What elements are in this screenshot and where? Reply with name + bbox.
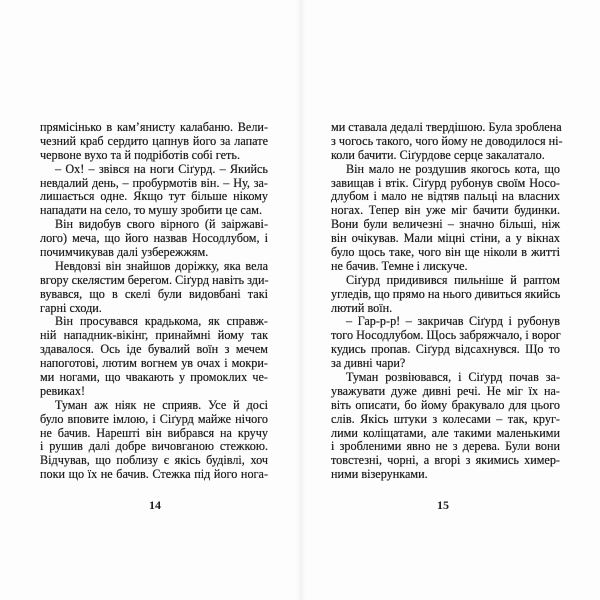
text-line: лими коліщатами, але такими маленькими: [331, 425, 560, 440]
book-gutter: [296, 0, 306, 600]
text-line: він очікував. Мали міцні стіни, а у вікнах: [331, 231, 560, 246]
text-line: червоне вухо та й подріботів собі геть.: [40, 147, 240, 162]
text-line: ними візерунками.: [331, 467, 428, 482]
text-line: – Гар-р-р! – закричав Сіґурд і рубонув: [346, 314, 560, 329]
text-line: і рушив далі добре вичовганою стежкою.: [40, 439, 268, 454]
left-page-text: [40, 121, 268, 482]
text-line: і зробленими явно не з дерева. Були вони: [331, 439, 560, 454]
text-line: було щось таке, чого він ще ніколи в житті: [331, 245, 560, 260]
text-line: Сіґурд придивився пильніше й раптом: [346, 272, 560, 287]
text-line: Відчував, що поблизу є якісь будівлі, хоч: [40, 453, 268, 468]
text-line: завищав і втік. Сіґурд рубонув своїм Носо-: [331, 175, 560, 190]
text-line: з чогось такого, чого йому не доводилося ні-: [331, 133, 563, 148]
text-line: лютий воїн.: [331, 300, 393, 315]
text-line: ній нападник-вікінг, принаймні йому так: [40, 328, 268, 343]
page-number-right: 15: [437, 498, 449, 512]
text-line: того Носодлубом. Щось забряжчало, і ворог: [331, 328, 561, 343]
text-line: Вони були величезні – значно більші, ніж: [331, 217, 560, 232]
text-line: длубом і мало не відтяв пальці на власних: [331, 189, 560, 204]
text-line: чезний краб сердито цапнув його за лапате: [40, 133, 268, 148]
text-line: – Ох! – звівся на ноги Сіґурд. – Якийсь: [55, 161, 268, 176]
text-line: кудись пропав. Сіґурд відсахнувся. Що то: [331, 342, 560, 357]
text-line: ми ставала дедалі твердішою. Була зроблена: [331, 120, 562, 134]
text-line: за дивні чари?: [331, 356, 406, 371]
page-number-left: 14: [149, 498, 161, 512]
text-line: було вповите імлою, і Сіґурд майже нічого: [40, 411, 268, 426]
text-line: нападати на село, то мушу зробити це сам.: [40, 203, 263, 218]
text-line: прямісінько в кам’янисту калабаню. Вели-: [40, 120, 268, 134]
text-line: Туман аж ніяк не сприяв. Усе й досі: [55, 397, 268, 412]
text-line: угледів, що прямо на нього дивиться якийсь: [331, 286, 561, 301]
text-line: товстезні, чорні, а вгорі з якимись химер-: [331, 453, 560, 468]
text-line: Він мало не роздушив якогось кота, що: [346, 161, 560, 176]
text-line: лишається одне. Якщо тут більше нікому: [40, 189, 268, 204]
right-page-text: [331, 120, 563, 482]
text-line: не бачив. Темне і лискуче.: [331, 258, 468, 273]
text-line: Туман розвіювався, і Сіґурд почав за-: [346, 370, 560, 385]
text-line: коли бачити. Сіґурдове серце закалатало.: [331, 147, 545, 162]
text-line: здавалося. Ось іде бувалий воїн з мечем: [40, 342, 268, 357]
text-line: уважувати дуже дивні речі. Не міг їх на-: [331, 383, 560, 398]
text-line: вувався, що в скелі були видовбані такі: [40, 286, 268, 301]
text-line: Він просувався крадькома, як справж-: [55, 314, 268, 329]
text-line: напоготові, лютим вогнем ув очах і мокри-: [40, 356, 268, 371]
text-line: гарні сходи.: [40, 300, 102, 315]
text-line: Невдовзі він знайшов доріжку, яка вела: [55, 258, 268, 273]
text-line: не бачив. Нарешті він вибрався на кручу: [40, 425, 268, 440]
text-line: Він видобув свого вірного (й заіржаві-: [55, 217, 268, 232]
text-line: віть описати, бо йому бракувало для цього: [331, 397, 560, 412]
text-line: ревиках!: [40, 383, 86, 398]
text-line: почимчикував далі узбережжям.: [40, 245, 209, 260]
text-line: ми ногами, що чвакають у промоклих че-: [40, 370, 268, 385]
text-line: поки що їх не бачив. Стежка під його нога-: [40, 467, 268, 482]
text-line: лого) меча, що його назвав Носодлубом, і: [40, 231, 268, 246]
text-line: ногах. Тепер він уже міг бачити будинки.: [331, 203, 560, 218]
text-line: вгору скелястим берегом. Сіґурд навіть зди-: [40, 272, 269, 287]
text-line: слів. Якісь штуки з колесами – так, круг-: [331, 411, 560, 426]
text-line: невдалий день, – пробурмотів він. – Ну, за-: [40, 175, 268, 190]
